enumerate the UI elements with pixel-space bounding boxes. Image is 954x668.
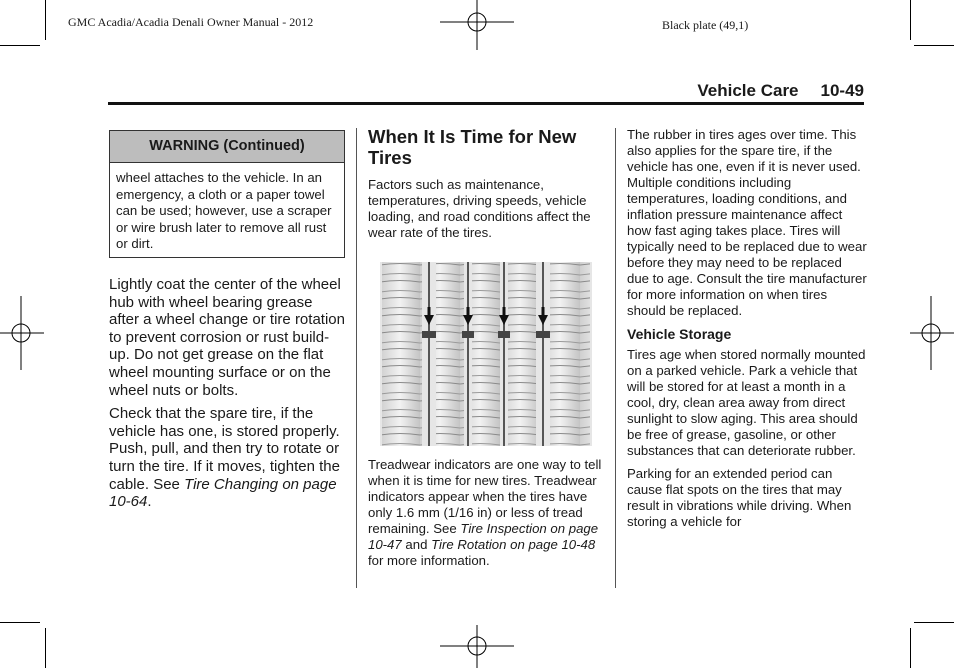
paragraph: Lightly coat the center of the wheel hub with wheel bearing grease after a wheel change or tire rotation to prevent corrosion or rust build-up. Do not get grease on the flat wheel mounting surface or on the wheel nuts or bolts. [109, 276, 345, 399]
section-name: Vehicle Care [697, 81, 799, 100]
caption-text: and [401, 537, 432, 552]
column-3-body [627, 127, 867, 537]
warning-title: WARNING (Continued) [110, 131, 344, 163]
paragraph: Parking for an extended period can cause flat spots on the tires that may result in vibrations while driving. When storing a vehicle for [627, 466, 852, 529]
paragraph-end: . [147, 493, 152, 511]
subheading: Vehicle Storage [627, 326, 732, 342]
illustration-caption [368, 457, 608, 569]
crop-mark [914, 622, 954, 623]
paragraph: The rubber in tires ages over time. This also applies for the spare tire, if the vehicle has one, even if it is never used. Multiple conditions including temperatures, loading conditions, and inflation pressure maintenance affect how fast aging takes place. Tires will typically need to be replaced due to wear before they may need to be replaced due to age. Consult the tire manufacturer for more information on when tires should be replaced. [627, 127, 867, 318]
header-rule [108, 102, 864, 105]
crop-mark [45, 0, 46, 40]
paragraph: Tires age when stored normally mounted on a parked vehicle. Park a vehicle that will be stored for at least a month in a cool, dry, clean area away from direct sunlight to slow aging. This area should be free of grease, gasoline, or other substances that can deteriorate rubber. [627, 347, 866, 458]
crop-mark [0, 622, 40, 623]
section-heading: When It Is Time for New Tires [368, 126, 577, 168]
warning-box [109, 130, 345, 258]
caption-text: for more information. [368, 553, 490, 568]
cross-reference-link[interactable]: Tire Changing on page 10-64 [109, 475, 337, 511]
intro-paragraph: Factors such as maintenance, temperatures, driving speeds, vehicle loading, and road conditions affect the wear rate of the tires. [368, 177, 591, 240]
crop-mark [0, 45, 40, 46]
cross-reference-link[interactable]: Tire Inspection on page 10-47 [368, 521, 599, 552]
crop-mark [910, 628, 911, 668]
cross-reference-link[interactable]: Tire Rotation on page 10-48 [431, 537, 596, 552]
registration-mark-icon [440, 0, 514, 50]
caption-text: Treadwear indicators are one way to tell when it is time for new tires. Treadwear indicators appear when the tires have only 1.6 mm (1/16 in) or less of tread remaining. See [368, 457, 602, 536]
crop-mark [910, 0, 911, 40]
registration-mark-icon [910, 296, 954, 370]
treadwear-indicator-illustration [380, 262, 592, 446]
manual-title: GMC Acadia/Acadia Denali Owner Manual - 2012 [68, 15, 314, 29]
paragraph-text: Check that the spare tire, if the vehicle has one, is stored properly. Push, pull, and then try to rotate or turn the tire. If it moves, tighten the cable. See [109, 405, 340, 493]
page-number: 10-49 [820, 81, 864, 100]
registration-mark-icon [0, 296, 44, 370]
plate-label: Black plate (49,1) [662, 18, 749, 32]
column-1-body [109, 276, 345, 517]
paragraph [109, 405, 345, 511]
warning-body: wheel attaches to the vehicle. In an emergency, a cloth or a paper towel can be used; however, use a scraper or wire brush later to remove all rust or dirt. [116, 170, 332, 251]
column-divider [356, 128, 357, 588]
section-header [675, 81, 864, 101]
crop-mark [45, 628, 46, 668]
crop-mark [914, 45, 954, 46]
column-divider [615, 128, 616, 588]
registration-mark-icon [440, 625, 514, 668]
